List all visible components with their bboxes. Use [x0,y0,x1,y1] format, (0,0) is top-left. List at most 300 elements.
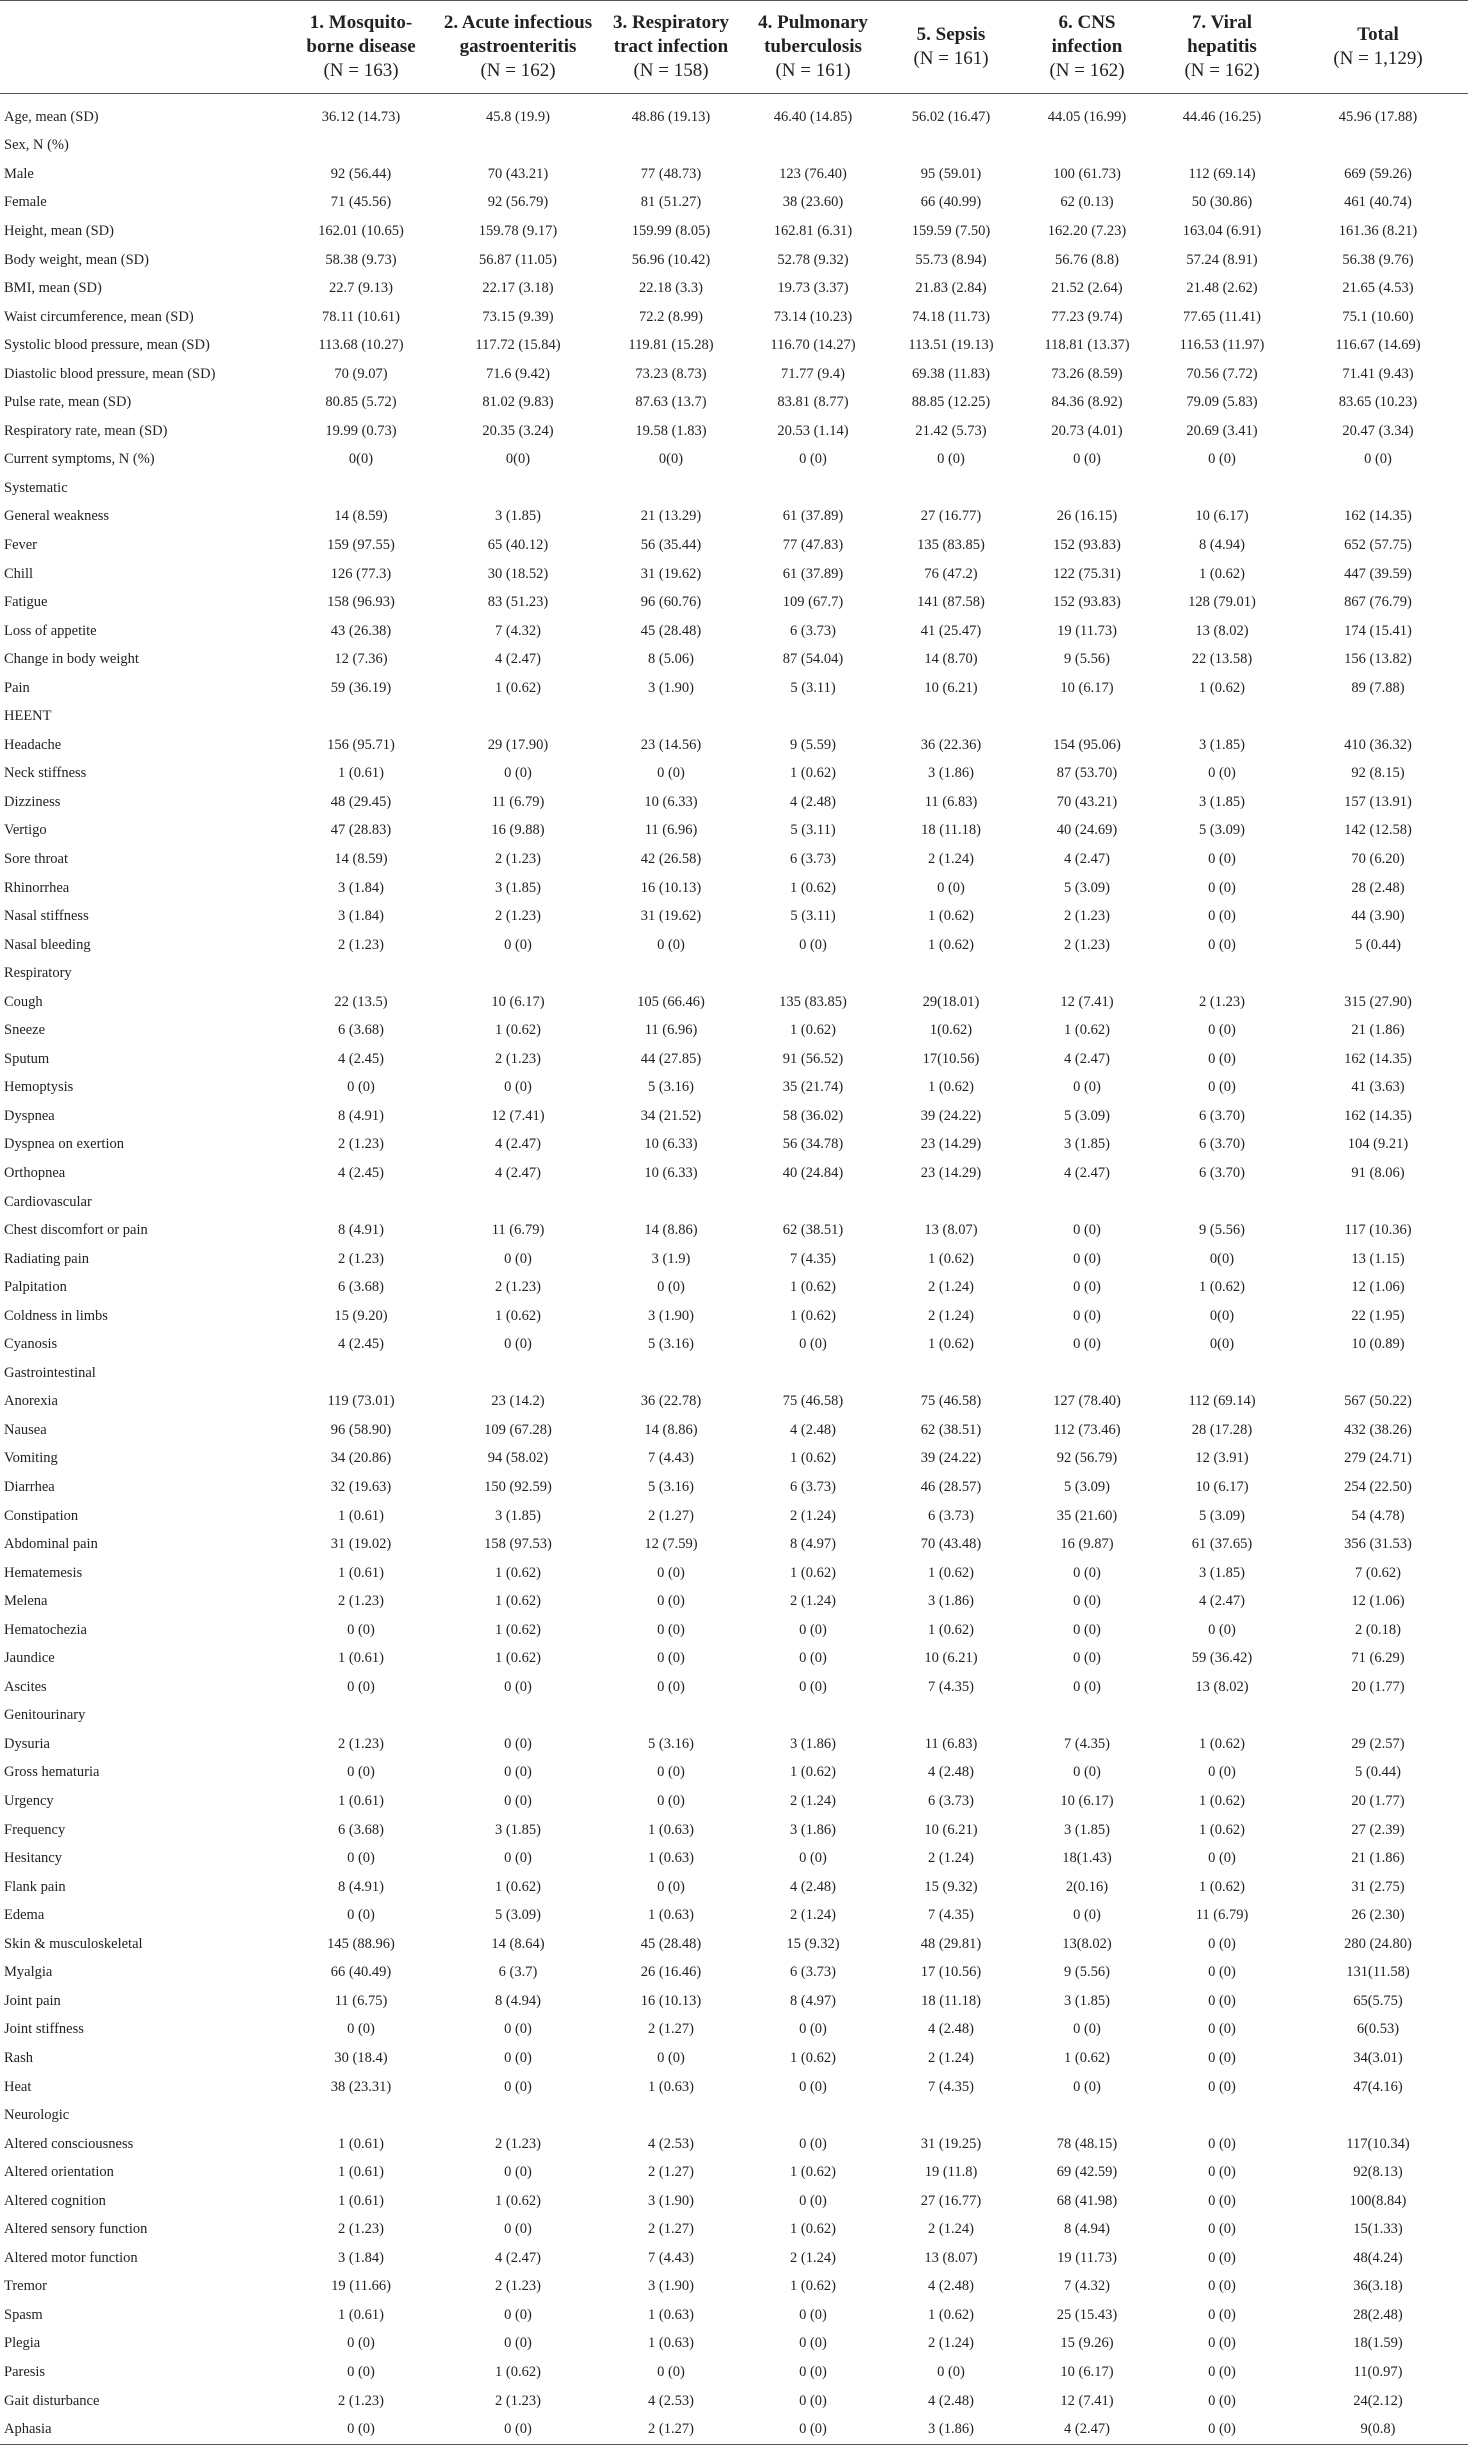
table-cell [1288,959,1468,988]
table-cell: 61 (37.89) [782,508,844,525]
table-cell: 1 (0.61) [338,2192,384,2209]
table-cell: 28(2.48) [1353,2306,1403,2323]
table-cell: 19 (11.73) [1057,2249,1117,2266]
table-cell: 12 (7.41) [491,1107,545,1124]
table-cell: 0 (0) [1073,1250,1101,1267]
table-cell: 77 (47.83) [782,536,844,553]
table-cell: 0 (0) [1073,1678,1101,1695]
row-label: Sputum [4,1050,50,1067]
table-cell: 10 (6.17) [1060,679,1114,696]
table-cell: 9(0.8) [1288,2415,1468,2444]
table-cell: 4 (2.53) [648,2392,694,2409]
table-row [0,1159,1468,1188]
table-row [0,274,1468,303]
table-cell: 0 (0) [347,1850,375,1867]
table-cell: 2 (1.23) [495,1279,541,1296]
table-cell [600,959,742,988]
table-cell: 159.78 (9.17) [478,222,558,239]
table-row [0,1388,1468,1417]
table-cell: 2 (1.24) [790,1793,836,1810]
table-row [0,1702,1468,1731]
row-label: Paresis [4,2363,46,2380]
table-cell [1288,2101,1468,2130]
table-cell: 0 (0) [347,1764,375,1781]
table-cell: 2 (1.27) [648,2221,694,2238]
table-cell: 669 (59.26) [1344,165,1412,182]
row-label: Myalgia [4,1964,53,1981]
row-label: Sex, N (%) [4,137,69,154]
table-cell: 0 (0) [1073,1222,1101,1239]
table-cell: 152 (93.83) [1053,594,1121,611]
table-cell: 65 (40.12) [487,536,549,553]
table-cell: 45.8 (19.9) [485,108,551,125]
table-cell: 0 (0) [504,2021,532,2038]
table-cell: 30 (18.4) [334,2049,388,2066]
column-title-line2: borne disease [306,36,416,57]
table-cell: 95 (59.01) [920,165,982,182]
table-cell: 1 (0.62) [1199,1279,1245,1296]
table-cell [884,1188,1018,1217]
table-cell: 7 (0.62) [1355,1564,1401,1581]
table-cell [1288,474,1468,503]
table-cell: 3 (1.84) [338,908,384,925]
table-cell: 3 (1.86) [790,1821,836,1838]
table-cell: 20.47 (3.34) [1342,422,1414,439]
table-cell: 0 (0) [799,451,827,468]
table-cell [286,1702,436,1731]
table-row [0,560,1468,589]
table-cell: 162 (14.35) [1344,508,1412,525]
table-cell: 1 (0.63) [648,1907,694,1924]
table-cell: 0 (0) [937,451,965,468]
table-row [0,1673,1468,1702]
table-cell: 22.7 (9.13) [328,280,394,297]
column-title-line1: 6. CNS [1058,12,1116,33]
column-header [1288,1,1468,94]
table-cell: 4 (2.47) [495,1136,541,1153]
table-cell: 27 (2.39) [1351,1821,1405,1838]
table-cell: 28 (17.28) [1191,1421,1253,1438]
table-cell: 1 (0.61) [338,1793,384,1810]
table-cell: 0(0) [505,451,531,468]
column-title-line1: 7. Viral [1191,12,1253,33]
table-cell: 46 (28.57) [920,1479,982,1496]
table-row [0,1074,1468,1103]
table-cell: 29 (17.90) [487,736,549,753]
table-cell: 3 (1.86) [928,1593,974,1610]
table-row [0,474,1468,503]
table-cell: 92 (8.15) [1351,765,1405,782]
table-cell [1018,2101,1156,2130]
table-cell [1288,1188,1468,1217]
table-cell: 31 (19.62) [640,908,702,925]
table-cell: 0 (0) [504,2078,532,2095]
table-cell: 61 (37.89) [782,565,844,582]
table-cell: 59 (36.19) [330,679,392,696]
row-label: Cyanosis [4,1336,58,1353]
table-cell: 84.36 (8.92) [1051,394,1123,411]
table-cell: 159.59 (7.50) [911,222,991,239]
table-cell: 5 (3.09) [1064,879,1110,896]
table-cell: 356 (31.53) [1344,1536,1412,1553]
table-row [0,1530,1468,1559]
table-cell: 315 (27.90) [1344,993,1412,1010]
table-cell: 3 (1.90) [648,1307,694,1324]
table-cell: 7 (4.35) [1064,1735,1110,1752]
table-cell: 7 (4.35) [790,1250,836,1267]
table-cell: 1 (0.62) [1064,1022,1110,1039]
table-cell: 118.81 (13.37) [1044,337,1130,354]
table-cell: 31 (19.02) [330,1536,392,1553]
table-cell: 152 (93.83) [1053,536,1121,553]
table-cell: 58.38 (9.73) [325,251,397,268]
table-cell: 10 (6.21) [924,679,978,696]
row-label: Ascites [4,1678,47,1695]
table-cell: 92 (56.44) [330,165,392,182]
table-cell: 19 (11.8) [924,2164,978,2181]
row-label: Hesitancy [4,1850,62,1867]
table-row [0,645,1468,674]
table-cell: 12 (3.91) [1195,1450,1249,1467]
table-cell [884,1702,1018,1731]
table-body [0,94,1468,2445]
table-cell: 3 (1.86) [884,2415,1018,2444]
table-cell: 0 (0) [657,1593,685,1610]
table-cell: 36(3.18) [1353,2278,1403,2295]
table-cell: 8 (4.91) [338,1222,384,1239]
table-cell: 59 (36.42) [1191,1650,1253,1667]
table-cell: 4 (2.47) [1064,1165,1110,1181]
table-row [0,2244,1468,2273]
table-cell: 73.14 (10.23) [773,308,853,325]
table-cell: 4 (2.53) [648,2135,694,2152]
table-cell: 0 (0) [347,2335,375,2352]
table-cell: 11 (6.79) [491,793,545,810]
table-cell: 8 (4.97) [790,1992,836,2009]
table-cell [1288,702,1468,731]
table-row [0,1102,1468,1131]
row-label: Hematemesis [4,1564,83,1581]
table-cell: 1 (0.62) [790,1450,836,1467]
table-cell: 5 (3.11) [790,822,836,839]
table-cell: 0 (0) [657,1650,685,1667]
table-cell: 74.18 (11.73) [912,308,990,325]
table-cell: 20.35 (3.24) [482,422,554,439]
table-cell: 1 (0.61) [338,2135,384,2152]
table-row [0,2358,1468,2387]
table-cell [884,2101,1018,2130]
table-cell [1156,132,1288,161]
table-cell: 0 (0) [657,1764,685,1781]
table-cell: 8 (4.91) [338,1878,384,1895]
row-label: Body weight, mean (SD) [4,251,149,268]
table-cell: 4 (2.47) [1064,850,1110,867]
row-label: Cardiovascular [4,1193,92,1210]
table-cell: 44.46 (16.25) [1182,108,1262,125]
table-cell: 279 (24.71) [1344,1450,1412,1467]
table-cell [436,2101,600,2130]
table-cell [742,1188,884,1217]
table-cell: 3 (1.85) [495,879,541,896]
table-cell [286,959,436,988]
table-cell: 1 (0.62) [495,1307,541,1324]
table-row [0,503,1468,532]
table-cell: 1 (0.62) [790,2049,836,2066]
table-cell: 6 (3.73) [928,1793,974,1810]
row-label: Respiratory rate, mean (SD) [4,422,168,439]
row-label: Loss of appetite [4,622,97,639]
row-label: Gait disturbance [4,2392,100,2409]
column-title-line2: tract infection [613,36,729,57]
table-row [0,1359,1468,1388]
table-cell: 1 (0.62) [790,2164,836,2181]
table-cell: 83.81 (8.77) [777,394,849,411]
table-cell: 32 (19.63) [330,1479,392,1496]
table-cell: 0 (0) [1073,1307,1101,1324]
row-label: Nasal bleeding [4,936,91,953]
table-cell: 80.85 (5.72) [325,394,397,411]
row-label: Spasm [4,2306,43,2323]
table-cell: 48.86 (19.13) [631,108,711,125]
table-cell: 11 (6.83) [924,793,978,810]
table-cell: 126 (77.3) [330,565,392,582]
table-cell: 0 (0) [1208,2249,1236,2266]
row-label: Altered consciousness [4,2135,134,2152]
table-cell: 20.73 (4.01) [1051,422,1123,439]
table-cell: 12 (7.36) [334,651,388,668]
table-row [0,2301,1468,2330]
table-cell: 78.11 (10.61) [322,308,400,325]
table-row [0,588,1468,617]
table-cell: 0 (0) [504,2221,532,2238]
table-cell: 100(8.84) [1349,2192,1407,2209]
row-label: Radiating pain [4,1250,89,1267]
column-title-line1: 5. Sepsis [916,24,986,45]
table-cell: 100 (61.73) [1053,165,1121,182]
column-title-line2: tuberculosis [764,36,862,57]
row-label: Gastrointestinal [4,1364,96,1381]
table-cell [742,959,884,988]
table-cell: 1 (0.61) [338,2164,384,2181]
table-cell: 25 (15.43) [1056,2306,1118,2323]
column-sample-size: (N = 162) [1049,60,1125,81]
table-cell: 0 (0) [347,1907,375,1924]
table-cell: 163.04 (6.91) [1182,222,1262,239]
table-cell [436,474,600,503]
table-cell [1288,1359,1468,1388]
table-cell: 116.53 (11.97) [1179,337,1265,354]
table-cell: 159 (97.55) [327,536,395,553]
table-row [0,2101,1468,2130]
table-cell: 0 (0) [1073,1564,1101,1581]
row-label: Chest discomfort or pain [4,1222,148,1239]
table-cell: 55.73 (8.94) [915,251,987,268]
table-cell: 0 (0) [1073,1593,1101,1610]
table-cell: 96 (58.90) [330,1421,392,1438]
table-cell: 22.18 (3.3) [638,280,704,297]
row-label: Dizziness [4,793,61,810]
table-cell: 461 (40.74) [1344,194,1412,211]
table-cell: 28 (2.48) [1351,879,1405,896]
table-cell: 10 (6.17) [1195,508,1249,525]
table-row [0,1759,1468,1788]
table-row [0,617,1468,646]
table-cell: 0 (0) [1208,850,1236,867]
table-cell: 0 (0) [347,2363,375,2380]
table-cell [1156,2101,1288,2130]
table-cell: 11 (6.96) [644,822,698,839]
table-cell: 41 (3.63) [1351,1079,1405,1096]
table-cell: 2 (1.23) [338,2392,384,2409]
table-cell: 3 (1.85) [495,508,541,525]
table-cell [742,2101,884,2130]
table-cell: 35 (21.74) [782,1079,844,1096]
table-cell: 113.68 (10.27) [318,337,404,354]
table-cell: 1 (0.62) [495,1621,541,1638]
table-cell: 0 (0) [799,2192,827,2209]
table-cell: 38 (23.60) [782,194,844,211]
table-cell: 35 (21.60) [1056,1507,1118,1524]
column-sample-size: (N = 162) [1184,60,1260,81]
table-cell [1018,1188,1156,1217]
table-cell: 16 (10.13) [640,1992,702,2009]
table-cell: 1 (0.62) [790,2221,836,2238]
table-cell: 0 (0) [1208,1079,1236,1096]
table-cell: 31 (2.75) [1351,1878,1405,1895]
table-cell: 8 (4.97) [790,1536,836,1553]
row-label: HEENT [4,708,52,725]
table-cell: 0 (0) [937,2363,965,2380]
table-cell: 87.63 (13.7) [635,394,707,411]
table-cell: 158 (97.53) [484,1536,552,1553]
table-cell: 0 (0) [1208,936,1236,953]
table-cell: 0 (0) [799,1678,827,1695]
table-cell: 21.65 (4.53) [1342,280,1414,297]
table-cell: 0 (0) [799,1650,827,1667]
table-cell [884,474,1018,503]
table-cell: 20 (1.77) [1351,1678,1405,1695]
table-cell: 0 (0) [1208,2363,1236,2380]
table-row [0,1416,1468,1445]
column-sample-size: (N = 162) [480,60,556,81]
table-row [0,1987,1468,2016]
table-cell: 142 (12.58) [1344,822,1412,839]
table-cell: 14 (8.86) [644,1421,698,1438]
table-cell: 41 (25.47) [920,622,982,639]
table-cell: 0 (0) [657,936,685,953]
table-cell: 4 (2.48) [790,1421,836,1438]
table-cell: 1 (0.62) [1064,2049,1110,2066]
table-cell [600,1702,742,1731]
table-row [0,1901,1468,1930]
table-cell: 26 (16.15) [1056,508,1118,525]
table-cell: 1 (0.62) [928,936,974,953]
table-cell [742,474,884,503]
table-cell: 3 (1.85) [1199,793,1245,810]
table-row [0,959,1468,988]
table-cell: 2 (1.23) [1064,908,1110,925]
row-label: Melena [4,1593,48,1610]
table-cell: 69.38 (11.83) [912,365,990,382]
table-cell: 9 (5.56) [1064,1964,1110,1981]
table-cell: 154 (95.06) [1053,736,1121,753]
table-cell: 6 (3.70) [1199,1165,1245,1181]
table-cell: 2 (1.23) [495,2135,541,2152]
table-cell: 1 (0.62) [790,2278,836,2295]
table-cell: 6 (3.73) [790,850,836,867]
table-cell: 3 (1.84) [338,879,384,896]
table-cell: 0 (0) [504,1079,532,1096]
table-cell: 2 (1.23) [495,2392,541,2409]
row-label: Flank pain [4,1878,66,1895]
table-cell: 15 (9.32) [786,1935,840,1952]
table-cell: 3 (1.85) [1199,1564,1245,1581]
table-cell: 1 (0.62) [1199,565,1245,582]
table-cell: 5 (3.09) [1064,1479,1110,1496]
table-row [0,2016,1468,2045]
table-cell: 123 (76.40) [779,165,847,182]
table-cell: 13 (1.15) [1351,1250,1405,1267]
table-cell: 109 (67.28) [484,1421,552,1438]
table-cell: 69 (42.59) [1056,2164,1118,2181]
table-cell: 0 (0) [504,2164,532,2181]
table-cell: 6 (3.70) [1199,1107,1245,1124]
table-cell: 3 (1.85) [1064,1136,1110,1153]
table-cell: 0 (0) [286,2415,436,2444]
column-sample-size: (N = 1,129) [1333,48,1423,69]
table-cell [742,1702,884,1731]
table-cell: 21.83 (2.84) [915,280,987,297]
table-cell: 14 (8.70) [924,651,978,668]
row-label: Sneeze [4,1022,46,1039]
table-cell: 116.67 (14.69) [1335,337,1421,354]
table-cell: 14 (8.86) [644,1222,698,1239]
table-cell [600,474,742,503]
table-row [0,1131,1468,1160]
table-cell: 0 (0) [1073,1764,1101,1781]
table-cell: 83.65 (10.23) [1338,394,1418,411]
table-cell: 7 (4.32) [495,622,541,639]
table-row [0,760,1468,789]
table-cell: 11 (6.96) [644,1022,698,1039]
table-cell: 16 (10.13) [640,879,702,896]
table-cell: 0 (0) [504,936,532,953]
table-cell: 0 (0) [1208,908,1236,925]
table-row [0,360,1468,389]
table-cell: 91 (56.52) [782,1050,844,1067]
table-cell: 2 (1.23) [1199,993,1245,1010]
table-cell: 1 (0.62) [928,1336,974,1353]
table-cell: 39 (24.22) [920,1450,982,1467]
table-cell: 0 (0) [1208,2021,1236,2038]
table-row [0,246,1468,275]
table-cell: 1 (0.62) [928,1621,974,1638]
table-cell: 10 (6.21) [924,1821,978,1838]
table-row [0,1645,1468,1674]
table-cell: 92(8.13) [1353,2164,1403,2181]
table-cell: 1 (0.61) [338,2306,384,2323]
table-row [0,2215,1468,2244]
table-cell: 3 (1.90) [648,2192,694,2209]
row-label: Sore throat [4,850,69,867]
table-cell: 65(5.75) [1353,1992,1403,2009]
table-cell: 48(4.24) [1353,2249,1403,2266]
table-cell: 0 (0) [1208,1992,1236,2009]
table-cell: 13 (8.07) [924,1222,978,1239]
table-cell: 56.38 (9.76) [1342,251,1414,268]
table-cell: 13 (8.02) [1195,1678,1249,1695]
row-label: General weakness [4,508,110,525]
